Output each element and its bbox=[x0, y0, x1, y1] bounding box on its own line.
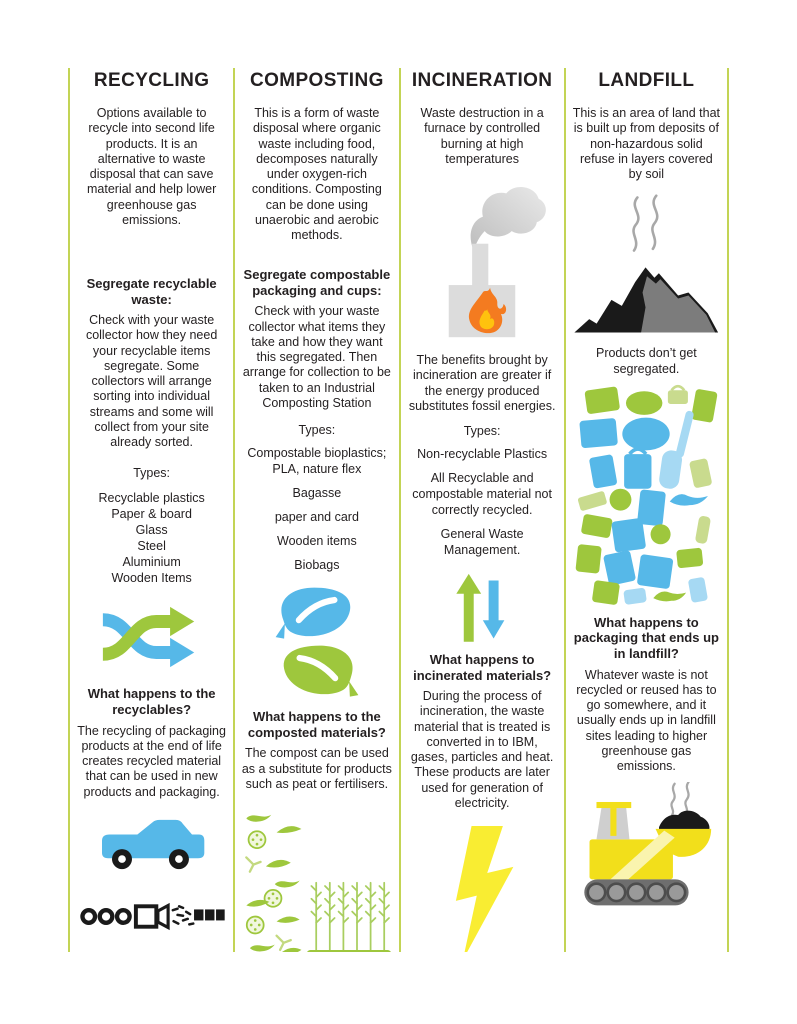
composting-bottom-icons bbox=[241, 804, 392, 952]
trash-collage-icon bbox=[572, 383, 721, 609]
column-composting bbox=[233, 68, 398, 952]
column-recycling bbox=[68, 68, 233, 952]
recycling-segregate-body: Check with your waste collector how they need your recyclable items segregate. Some collectors will arrange sorting into individual streams and some will collect from your site already sorted. bbox=[85, 313, 218, 450]
composting-title: COMPOSTING bbox=[249, 70, 384, 91]
composting-segregate-body: Check with your waste collector what items they take and how they want this segregated. Then arrange for collection to be taken to an Industrial Composting Station bbox=[242, 304, 391, 410]
type-item: Recyclable plastics bbox=[98, 491, 205, 506]
lightning-bolt-icon bbox=[407, 819, 558, 952]
smoke-icon bbox=[572, 194, 721, 254]
green-leaf-icon bbox=[241, 641, 392, 699]
landfill-note: Products don’t get segregated. bbox=[595, 346, 697, 376]
type-item: Wooden items bbox=[277, 534, 357, 549]
landfill-question-heading: What happens to packaging that ends up in landfill? bbox=[573, 614, 719, 661]
car-icon bbox=[76, 816, 227, 876]
type-item: Compostable bioplastics; PLA, nature flex bbox=[247, 446, 387, 477]
incineration-types-label: Types: bbox=[463, 424, 501, 438]
composting-question-heading: What happens to the composted materials? bbox=[247, 709, 386, 740]
composting-intro: This is a form of waste disposal where organic waste including food, decomposes naturally under oxygen-rich conditions. Composting can be done using unaerobic and aerobic methods. bbox=[251, 106, 382, 242]
landfill-intro: This is an area of land that is built up from deposits of non-hazardous solid refuse in layers covered by soil bbox=[572, 106, 721, 181]
type-item: Non-recyclable Plastics bbox=[417, 447, 548, 461]
recycling-types-label: Types: bbox=[133, 466, 171, 481]
column-landfill bbox=[564, 68, 729, 952]
manufacturing-line-icon bbox=[76, 900, 227, 933]
excavator-icon bbox=[572, 782, 721, 908]
type-item: Paper & board bbox=[111, 507, 192, 522]
incineration-question-body: During the process of incineration, the waste material that is treated is converted in to IBM, gases, particles and heat. These products are later used for generation of electricity. bbox=[410, 689, 554, 810]
composting-question-body: The compost can be used as a substitute for products such as peat or fertilisers. bbox=[241, 746, 392, 791]
composting-segregate-heading: Segregate compostable packaging and cups: bbox=[243, 267, 391, 298]
recycling-question-heading: What happens to the recyclables? bbox=[87, 686, 216, 718]
wheat-field-icon bbox=[305, 870, 393, 952]
furnace-icon bbox=[407, 179, 558, 339]
incineration-intro: Waste destruction in a furnace by controlled burning at high temperatures bbox=[420, 106, 544, 166]
incineration-benefits: The benefits brought by incineration are greater if the energy produced substitutes fossil energies. bbox=[408, 353, 556, 413]
trash-mountain-icon bbox=[572, 254, 721, 334]
recycling-types-list bbox=[76, 490, 227, 586]
landfill-question-body: Whatever waste is not recycled or reused has to go somewhere, and it usually ends up in landfill sites leading to higher greenhouse gas emissions. bbox=[576, 667, 717, 774]
incineration-title: INCINERATION bbox=[411, 70, 553, 91]
composting-types-label: Types: bbox=[298, 423, 336, 438]
column-incineration bbox=[399, 68, 564, 952]
landfill-title: LANDFILL bbox=[598, 70, 695, 91]
type-item: Biobags bbox=[294, 558, 340, 573]
compost-scraps-icon bbox=[241, 804, 305, 952]
type-item: General Waste Management. bbox=[440, 527, 524, 557]
recycling-intro: Options available to recycle into second life products. It is an alternative to waste disposal that can save material and help lower greenhouse gas emissions. bbox=[87, 106, 217, 227]
type-item: Wooden Items bbox=[111, 571, 192, 586]
shuffle-arrows-icon bbox=[76, 598, 227, 676]
recycling-question-body: The recycling of packaging products at the end of life creates recycled material that can be used in new products and packaging. bbox=[77, 723, 226, 799]
columns-container bbox=[68, 68, 729, 952]
incineration-types-list bbox=[407, 446, 558, 558]
type-item: Aluminium bbox=[122, 555, 181, 570]
recycling-segregate-heading: Segregate recyclable waste: bbox=[86, 276, 217, 307]
up-down-arrows-icon bbox=[407, 570, 558, 644]
incineration-question-heading: What happens to incinerated materials? bbox=[413, 652, 552, 683]
type-item: Glass bbox=[135, 523, 168, 538]
type-item: paper and card bbox=[274, 510, 359, 525]
type-item: Steel bbox=[137, 539, 166, 554]
recycling-title: RECYCLING bbox=[93, 70, 210, 91]
composting-types-list bbox=[241, 445, 392, 573]
type-item: All Recyclable and compostable material not correctly recycled. bbox=[412, 471, 552, 517]
blue-leaf-icon bbox=[241, 583, 392, 641]
type-item: Bagasse bbox=[292, 486, 342, 501]
